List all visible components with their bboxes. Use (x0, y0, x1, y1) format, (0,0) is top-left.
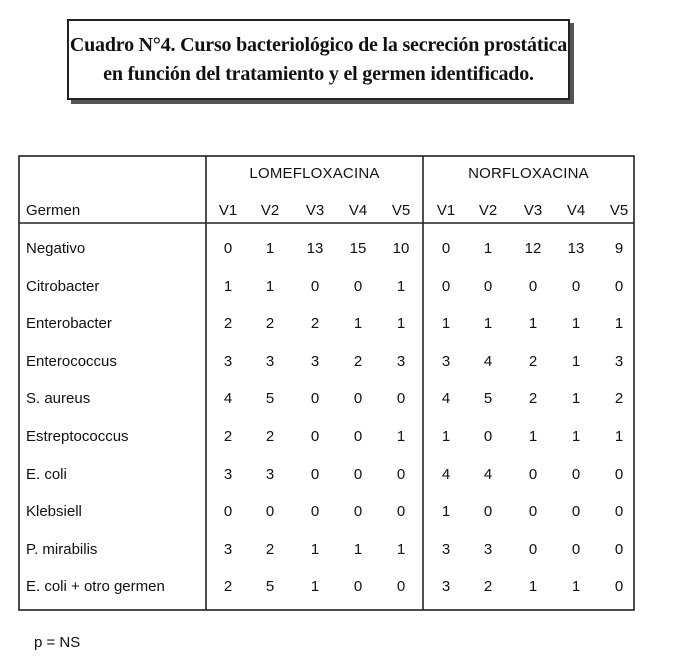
visit-header-lome-v1: V1 (218, 202, 238, 219)
cell-norfloxacina: 1 (571, 315, 581, 333)
germen-label: Klebsiell (26, 503, 82, 521)
cell-norfloxacina: 0 (614, 540, 624, 558)
cell-norfloxacina: 0 (483, 428, 493, 445)
cell-lomefloxacina: 2 (265, 428, 275, 445)
germen-label: Citrobacter (26, 277, 100, 295)
germen-label: Enterococcus (26, 352, 117, 370)
germen-label: E. coli (26, 465, 67, 483)
cell-norfloxacina: 3 (441, 352, 451, 370)
cell-lomefloxacina: 1 (265, 277, 275, 295)
cell-lomefloxacina: 1 (396, 315, 406, 333)
cell-lomefloxacina: 1 (396, 540, 406, 558)
cell-lomefloxacina: 2 (223, 428, 233, 445)
cell-norfloxacina: 0 (614, 503, 624, 521)
cell-norfloxacina: 4 (483, 465, 493, 483)
cell-lomefloxacina: 0 (310, 503, 320, 521)
cell-lomefloxacina: 5 (265, 578, 275, 596)
cell-norfloxacina: 3 (483, 540, 493, 558)
cell-norfloxacina: 2 (528, 352, 538, 370)
cell-norfloxacina: 1 (483, 315, 493, 333)
cell-lomefloxacina: 1 (310, 578, 320, 596)
cell-lomefloxacina: 2 (223, 315, 233, 333)
cell-lomefloxacina: 0 (353, 390, 363, 408)
cell-lomefloxacina: 3 (396, 352, 406, 370)
cell-lomefloxacina: 0 (223, 240, 233, 257)
cell-lomefloxacina: 1 (353, 315, 363, 333)
cell-norfloxacina: 0 (441, 240, 451, 257)
group-header-norfloxacina: NORFLOXACINA (468, 165, 589, 182)
cell-norfloxacina: 3 (614, 352, 624, 370)
cell-norfloxacina: 4 (441, 390, 451, 408)
cell-lomefloxacina: 1 (396, 428, 406, 445)
cell-lomefloxacina: 0 (396, 465, 406, 483)
cell-lomefloxacina: 2 (353, 352, 363, 370)
cell-lomefloxacina: 13 (306, 240, 324, 257)
cell-lomefloxacina: 10 (392, 240, 410, 257)
cell-lomefloxacina: 3 (265, 465, 275, 483)
visit-header-norf-v3: V3 (523, 202, 543, 219)
visit-header-lome-v4: V4 (348, 202, 368, 219)
cell-norfloxacina: 1 (528, 578, 538, 596)
cell-norfloxacina: 12 (524, 240, 542, 257)
row-header-germen: Germen (26, 202, 81, 219)
cell-norfloxacina: 1 (571, 390, 581, 408)
cell-lomefloxacina: 2 (310, 315, 320, 333)
cell-norfloxacina: 1 (441, 315, 451, 333)
cell-lomefloxacina: 0 (353, 277, 363, 295)
cell-lomefloxacina: 1 (353, 540, 363, 558)
cell-norfloxacina: 0 (614, 578, 624, 596)
cell-lomefloxacina: 0 (396, 578, 406, 596)
germen-label: Enterobacter (26, 315, 112, 333)
visit-header-lome-v2: V2 (260, 202, 280, 219)
cell-norfloxacina: 2 (614, 390, 624, 408)
cell-norfloxacina: 5 (483, 390, 493, 408)
cell-lomefloxacina: 1 (223, 277, 233, 295)
cell-norfloxacina: 1 (483, 240, 493, 257)
cell-norfloxacina: 1 (441, 503, 451, 521)
visit-header-lome-v5: V5 (391, 202, 411, 219)
cell-norfloxacina: 2 (483, 578, 493, 596)
cell-norfloxacina: 3 (441, 540, 451, 558)
cell-norfloxacina: 0 (571, 465, 581, 483)
cell-lomefloxacina: 4 (223, 390, 233, 408)
cell-norfloxacina: 2 (528, 390, 538, 408)
cell-lomefloxacina: 0 (353, 578, 363, 596)
cell-norfloxacina: 1 (571, 352, 581, 370)
cell-lomefloxacina: 0 (353, 428, 363, 445)
cell-norfloxacina: 0 (614, 277, 624, 295)
cell-norfloxacina: 3 (441, 578, 451, 596)
visit-header-norf-v1: V1 (436, 202, 456, 219)
footnote: p = NS (34, 634, 81, 651)
cell-lomefloxacina: 0 (353, 465, 363, 483)
cell-norfloxacina: 0 (528, 277, 538, 295)
cell-lomefloxacina: 3 (223, 352, 233, 370)
cell-lomefloxacina: 0 (396, 503, 406, 521)
cell-lomefloxacina: 0 (223, 503, 233, 521)
cell-norfloxacina: 0 (571, 540, 581, 558)
cell-lomefloxacina: 15 (349, 240, 367, 257)
cell-norfloxacina: 0 (483, 277, 493, 295)
cell-lomefloxacina: 0 (265, 503, 275, 521)
germen-label: P. mirabilis (26, 540, 98, 558)
cell-lomefloxacina: 0 (310, 390, 320, 408)
cell-lomefloxacina: 3 (265, 352, 275, 370)
table-caption (67, 19, 570, 100)
germen-label: E. coli + otro germen (26, 578, 165, 596)
germen-label: Estreptococcus (26, 428, 129, 445)
cell-norfloxacina: 0 (571, 503, 581, 521)
cell-lomefloxacina: 0 (396, 390, 406, 408)
cell-norfloxacina: 1 (614, 315, 624, 333)
cell-norfloxacina: 1 (571, 428, 581, 445)
visit-header-norf-v4: V4 (566, 202, 586, 219)
cell-norfloxacina: 1 (614, 428, 624, 445)
cell-lomefloxacina: 1 (265, 240, 275, 257)
cell-lomefloxacina: 2 (223, 578, 233, 596)
cell-lomefloxacina: 2 (265, 315, 275, 333)
cell-norfloxacina: 1 (441, 428, 451, 445)
cell-lomefloxacina: 5 (265, 390, 275, 408)
cell-lomefloxacina: 3 (223, 465, 233, 483)
caption-line-2: en función del tratamiento y el germen identificado. (103, 62, 534, 85)
cell-lomefloxacina: 3 (223, 540, 233, 558)
cell-lomefloxacina: 1 (396, 277, 406, 295)
visit-header-norf-v2: V2 (478, 202, 498, 219)
cell-norfloxacina: 0 (483, 503, 493, 521)
cell-norfloxacina: 13 (567, 240, 585, 257)
cell-norfloxacina: 0 (528, 503, 538, 521)
cell-norfloxacina: 0 (614, 465, 624, 483)
cell-norfloxacina: 0 (528, 465, 538, 483)
cell-norfloxacina: 9 (614, 240, 624, 257)
cell-norfloxacina: 1 (571, 578, 581, 596)
cell-lomefloxacina: 2 (265, 540, 275, 558)
cell-norfloxacina: 1 (528, 428, 538, 445)
cell-lomefloxacina: 0 (310, 428, 320, 445)
cell-norfloxacina: 1 (528, 315, 538, 333)
cell-norfloxacina: 0 (528, 540, 538, 558)
visit-header-norf-v5: V5 (609, 202, 629, 219)
cell-norfloxacina: 0 (441, 277, 451, 295)
caption-line-1: Cuadro N°4. Curso bacteriológico de la secreción prostática (69, 33, 568, 56)
cell-lomefloxacina: 0 (310, 465, 320, 483)
cell-lomefloxacina: 0 (353, 503, 363, 521)
cell-norfloxacina: 4 (441, 465, 451, 483)
cell-lomefloxacina: 0 (310, 277, 320, 295)
group-header-lomefloxacina: LOMEFLOXACINA (249, 165, 380, 182)
cell-norfloxacina: 4 (483, 352, 493, 370)
germen-label: S. aureus (26, 390, 91, 408)
cell-lomefloxacina: 3 (310, 352, 320, 370)
results-table (18, 155, 635, 611)
visit-header-lome-v3: V3 (305, 202, 325, 219)
germen-label: Negativo (26, 240, 86, 257)
cell-norfloxacina: 0 (571, 277, 581, 295)
cell-lomefloxacina: 1 (310, 540, 320, 558)
